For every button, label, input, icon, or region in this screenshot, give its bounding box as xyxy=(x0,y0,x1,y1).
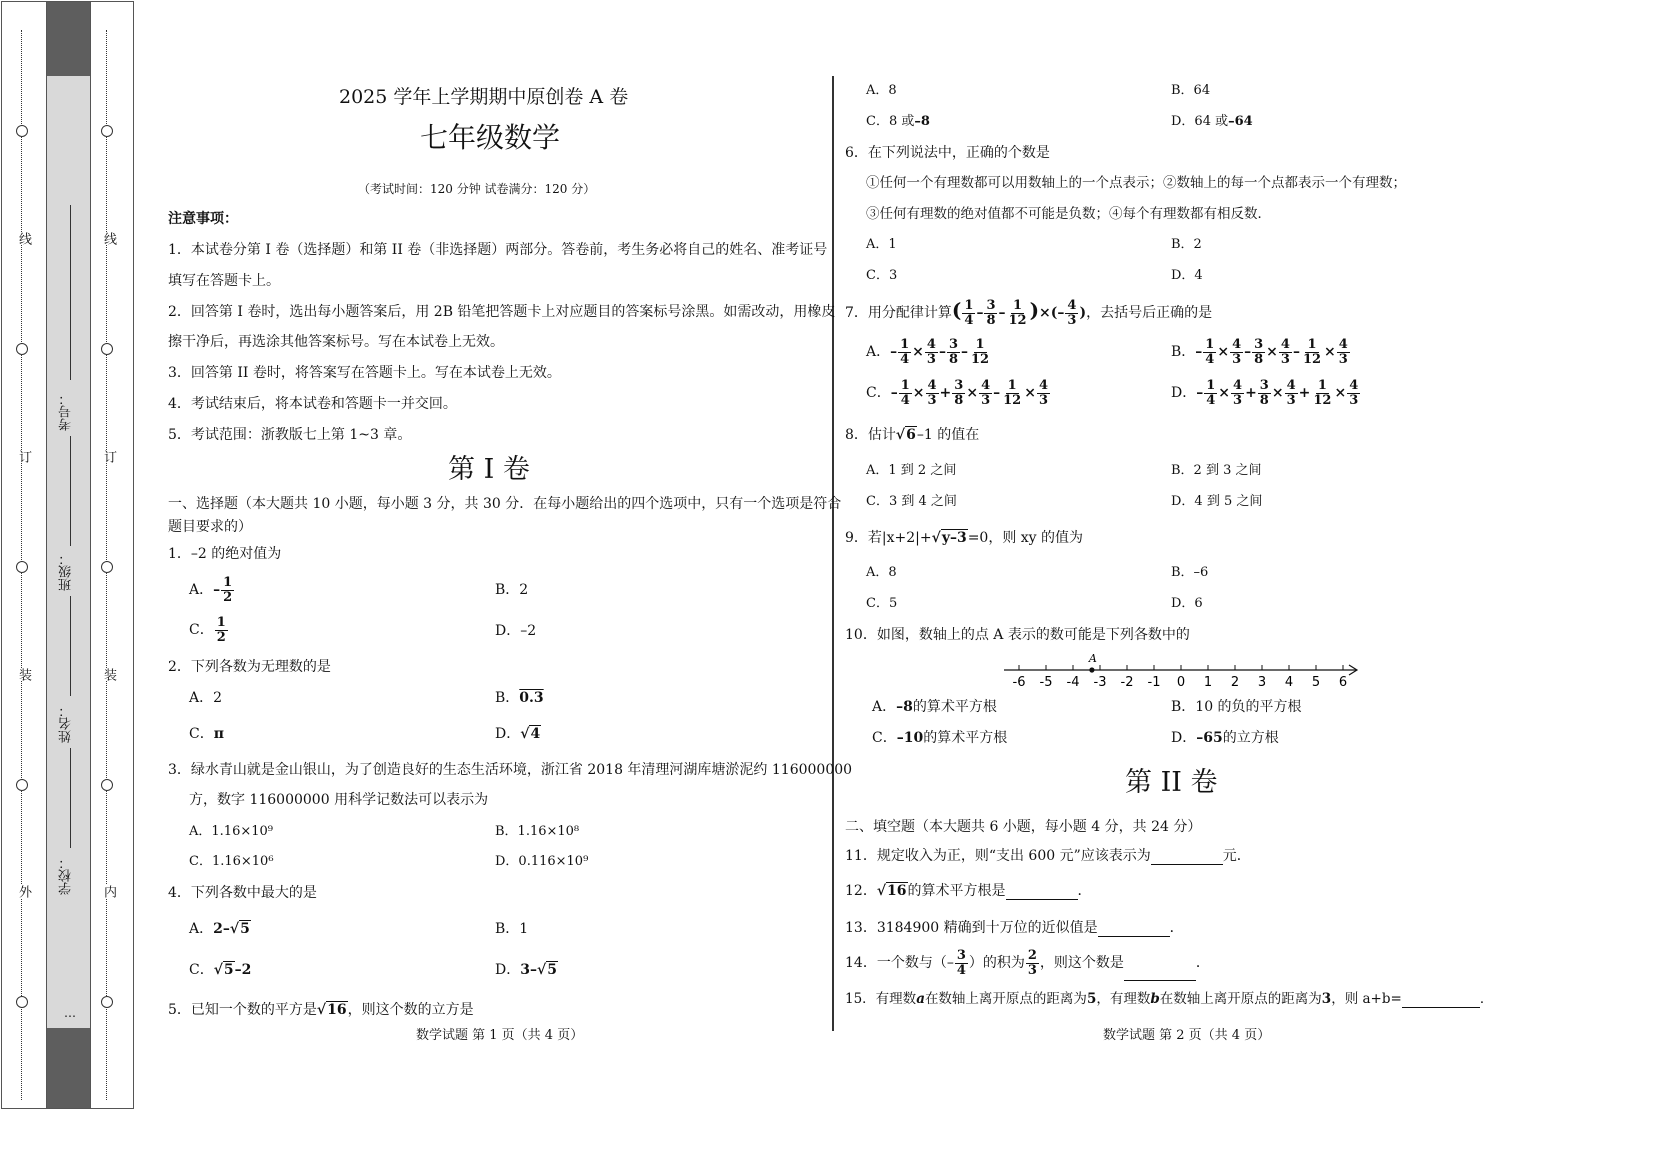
question-text: 13．3184900 精确到十万位的近似值是 xyxy=(845,920,1098,936)
question-text: 在数轴上离开原点的距离为 xyxy=(924,991,1087,1007)
subject-title: 七年级数学 xyxy=(420,121,561,154)
q10-option-b: B．10 的负的平方根 xyxy=(1171,699,1302,715)
number-line-tick-label: -3 xyxy=(1093,675,1107,690)
q2-option-c xyxy=(189,725,224,743)
option-letter: B． xyxy=(1171,344,1196,360)
stem-text: 7．用分配律计算 xyxy=(845,305,952,321)
option-letter: D． xyxy=(495,962,521,978)
option-text: 的算术平方根 xyxy=(923,730,1008,746)
exam-title: 2025 学年上学期期中原创卷 A 卷 xyxy=(339,86,629,108)
q9-option-a: A．8 xyxy=(866,565,897,580)
part2-title: 第 II 卷 xyxy=(1125,767,1218,798)
inner-label: 装 xyxy=(101,668,116,681)
question-text: 元． xyxy=(1222,848,1251,864)
denominator: 3 xyxy=(1027,962,1037,978)
q2-option-b xyxy=(495,689,544,707)
note-line: 填写在答题卡上。 xyxy=(168,273,280,289)
square-root: √y–3 xyxy=(931,530,967,546)
q9-option-c: C．5 xyxy=(866,596,898,611)
value: –10 xyxy=(896,730,924,746)
fraction xyxy=(955,949,968,978)
field-line xyxy=(70,596,71,696)
q2-stem: 2．下列各数为无理数的是 xyxy=(168,659,331,675)
numerator: 2 xyxy=(1027,947,1037,963)
question-text: ，则这个数是 xyxy=(1039,955,1124,971)
square-root: √16 xyxy=(316,1002,347,1018)
q4-option-b: B．1 xyxy=(495,921,529,937)
q11 xyxy=(845,847,1251,865)
square-root: √4 xyxy=(520,726,541,742)
q8-option-a: A．1 到 2 之间 xyxy=(866,463,957,478)
value: 5 xyxy=(1086,991,1097,1007)
fraction xyxy=(215,616,228,645)
section2-heading: 二、填空题（本大题共 6 小题，每小题 4 分，共 24 分） xyxy=(845,819,1202,835)
q4-option-d xyxy=(495,961,558,979)
note-line: 5．考试范围：浙教版七上第 1~3 章。 xyxy=(168,427,412,443)
strip-dark-top xyxy=(47,2,90,76)
q3-option-d: D．0.116×10⁹ xyxy=(495,854,589,869)
square-root: √5 xyxy=(229,921,250,937)
answer-blank[interactable] xyxy=(1098,922,1170,937)
q1-option-b: B．2 xyxy=(495,582,529,598)
value: –8 xyxy=(914,114,930,129)
option-letter: A． xyxy=(872,699,897,715)
option-letter: D． xyxy=(495,726,521,742)
strip-border-right xyxy=(90,2,91,1108)
q8-option-d: D．4 到 5 之间 xyxy=(1171,494,1263,509)
number-line-tick-label: 6 xyxy=(1338,675,1348,690)
binding-hole xyxy=(16,996,28,1008)
denominator: 2 xyxy=(216,629,226,645)
q10-stem: 10．如图，数轴上的点 A 表示的数可能是下列各数中的 xyxy=(845,627,1190,643)
q4-option-c xyxy=(189,961,251,979)
question-text: ． xyxy=(1479,991,1494,1007)
q8-option-c: C．3 到 4 之间 xyxy=(866,494,957,509)
stem-text: 9．若|x+2|+ xyxy=(845,530,932,546)
binding-hole xyxy=(101,561,113,573)
number-line xyxy=(1000,648,1365,694)
q5-option-c xyxy=(866,113,930,131)
option-text: 的立方根 xyxy=(1222,730,1279,746)
q2-option-d xyxy=(495,725,541,743)
section1-heading-cont: 题目要求的） xyxy=(168,519,252,535)
question-text: ）的积为 xyxy=(968,955,1025,971)
question-text: ． xyxy=(1077,883,1092,899)
numerator: 1 xyxy=(216,614,226,630)
radicand: 5 xyxy=(240,921,250,937)
value: π xyxy=(213,726,224,742)
exam-info: （考试时间：120 分钟 试卷满分：120 分） xyxy=(358,182,596,196)
q10-option-d xyxy=(1171,729,1279,747)
number-line-tick-label: -1 xyxy=(1147,675,1161,690)
option-text: 的算术平方根 xyxy=(912,699,997,715)
strip-border-left xyxy=(46,2,47,1108)
fraction xyxy=(1026,949,1039,978)
option-letter: C． xyxy=(872,730,897,746)
denominator: 4 xyxy=(956,962,966,978)
binding-hole xyxy=(16,343,28,355)
value: –64 xyxy=(1228,114,1253,129)
q3-option-c: C．1.16×10⁶ xyxy=(189,854,274,869)
numerator: 1 xyxy=(223,574,233,590)
q7-option-d: D．– $\frac{1}{4}$ × $\frac{4}{3}$ + $\frac{3}{8}$ × $\frac{4}{3}$ + $\frac{1}{12}$ × $\frac{4}{3}$ xyxy=(1171,377,1359,408)
q6-option-a: A．1 xyxy=(866,237,897,252)
question-text: ，有理数 xyxy=(1096,991,1151,1007)
section1-heading: 一、选择题（本大题共 10 小题，每小题 3 分，共 30 分．在每小题给出的四个选项中，只有一个选项是符合 xyxy=(168,496,842,512)
value: 2– xyxy=(213,921,230,937)
variable: b xyxy=(1150,991,1160,1007)
q5-option-d xyxy=(1171,113,1253,131)
exam-number-label: 考号： xyxy=(59,392,74,431)
column-divider xyxy=(832,76,834,1031)
stem-text: 5．已知一个数的平方是 xyxy=(168,1002,317,1018)
footer-page-2: 数学试题 第 2 页（共 4 页） xyxy=(1103,1028,1271,1043)
value: –65 xyxy=(1196,730,1223,746)
value: –8 xyxy=(896,699,913,715)
question-text: 14．一个数与（– xyxy=(845,955,954,971)
option-letter: D．64 或 xyxy=(1171,114,1229,129)
note-line: 1．本试卷分第 I 卷（选择题）和第 II 卷（非选择题）两部分。答卷前，考生务必将自己的姓名、准考证号 xyxy=(168,242,828,258)
q7-option-b: B．– $\frac{1}{4}$ × $\frac{4}{3}$ – $\frac{3}{8}$ × $\frac{4}{3}$ – $\frac{1}{12}$ × $\frac{4}{3}$ xyxy=(1171,336,1348,367)
q14 xyxy=(845,945,1210,981)
answer-blank[interactable] xyxy=(1402,993,1480,1008)
note-line: 2．回答第 I 卷时，选出每小题答案后，用 2B 铅笔把答题卡上对应题目的答案标号涂黑。如需改动，用橡皮 xyxy=(168,304,836,320)
radicand: y–3 xyxy=(941,530,967,546)
radicand: 16 xyxy=(887,883,907,899)
square-root: √5 xyxy=(213,962,234,978)
radicand: 5 xyxy=(547,962,557,978)
name-label: 姓名： xyxy=(59,704,74,743)
outer-label: 外 xyxy=(16,885,31,898)
q4-option-a xyxy=(189,920,251,938)
radicand: 16 xyxy=(327,1002,347,1018)
number-line-tick-label: 0 xyxy=(1176,675,1186,690)
square-root: √16 xyxy=(876,883,907,899)
q1-option-c xyxy=(189,612,229,648)
binding-hole xyxy=(101,996,113,1008)
q12 xyxy=(845,882,1092,900)
q6-option-c: C．3 xyxy=(866,268,898,283)
question-text: 12． xyxy=(845,883,877,899)
q3-stem: 3．绿水青山就是金山银山，为了创造良好的生态生活环境，浙江省 2018 年清理河湖库塘淤泥约 116000000 xyxy=(168,762,853,778)
option-letter: D． xyxy=(1171,730,1197,746)
number-line-tick-label: 3 xyxy=(1257,675,1267,690)
option-letter: A． xyxy=(189,921,214,937)
q8-stem xyxy=(845,426,979,444)
question-text: 15．有理数 xyxy=(845,991,917,1007)
value: 3 xyxy=(1321,991,1332,1007)
outer-label: 装 xyxy=(16,668,31,681)
stem-text: ，去括号后正确的是 xyxy=(1086,305,1213,321)
number-line-tick-label: -5 xyxy=(1039,675,1053,690)
q6-option-b: B．2 xyxy=(1171,237,1202,252)
outer-label: 线 xyxy=(16,232,31,245)
answer-blank[interactable] xyxy=(1124,966,1196,981)
option-letter: A． xyxy=(189,582,214,598)
option-letter: A． xyxy=(866,344,891,360)
q7-option-c: C．– $\frac{1}{4}$ × $\frac{4}{3}$ + $\frac{3}{8}$ × $\frac{4}{3}$ – $\frac{1}{12}$ × $\frac{4}{3}$ xyxy=(866,377,1048,408)
radicand: 4 xyxy=(530,726,541,742)
option-letter: C． xyxy=(866,385,891,401)
note-line: 4．考试结束后，将本试卷和答题卡一并交回。 xyxy=(168,396,457,412)
binding-hole xyxy=(101,779,113,791)
strip-ellipsis: … xyxy=(64,1006,76,1020)
question-text: ． xyxy=(1169,920,1184,936)
field-line xyxy=(70,748,71,848)
value: –2 xyxy=(234,962,252,978)
note-line: 擦干净后，再选涂其他答案标号。写在本试卷上无效。 xyxy=(168,334,504,350)
minus-sign: – xyxy=(213,582,221,598)
field-line xyxy=(70,436,71,546)
footer-page-1: 数学试题 第 1 页（共 4 页） xyxy=(416,1028,584,1043)
q4-stem: 4．下列各数中最大的是 xyxy=(168,885,317,901)
part1-title: 第 I 卷 xyxy=(448,454,530,485)
q3-stem-cont: 方，数字 116000000 用科学记数法可以表示为 xyxy=(189,792,489,808)
denominator: 2 xyxy=(223,589,233,605)
value: 3– xyxy=(520,962,537,978)
number-line-tick-label: 2 xyxy=(1230,675,1240,690)
number-line-tick-label: -6 xyxy=(1012,675,1026,690)
q1-option-d: D．–2 xyxy=(495,623,537,639)
strip-dark-bottom xyxy=(47,1028,90,1108)
number-line-tick-label: -4 xyxy=(1066,675,1080,690)
numerator: 3 xyxy=(956,947,966,963)
q10-option-c xyxy=(872,729,1007,747)
square-root: √6 xyxy=(895,427,916,443)
stem-text: 8．估计 xyxy=(845,427,896,443)
class-label: 班级： xyxy=(59,552,74,591)
fraction xyxy=(221,576,234,605)
q7-stem: 7．用分配律计算( $\frac{1}{4}$ – $\frac{3}{8}$ – $\frac{1}{12}$ )×(– $\frac{4}{3}$ )，去括号后正确的是 xyxy=(845,297,1213,328)
question-text: 在数轴上离开原点的距离为 xyxy=(1159,991,1322,1007)
q6-statement-2: ③任何有理数的绝对值都不可能是负数；④每个有理数都有相反数． xyxy=(866,206,1271,222)
q2-option-a: A．2 xyxy=(189,690,223,706)
answer-blank[interactable] xyxy=(1151,850,1223,865)
option-letter: C． xyxy=(189,726,214,742)
outer-label: 订 xyxy=(16,450,31,463)
option-letter: D． xyxy=(1171,385,1197,401)
q15 xyxy=(845,990,1493,1008)
q9-option-b: B．–6 xyxy=(1171,565,1209,580)
school-label: 学校： xyxy=(59,856,74,895)
number-line-tick-label: 4 xyxy=(1284,675,1294,690)
q10-option-a xyxy=(872,698,997,716)
radicand: 6 xyxy=(906,427,916,443)
q6-stem: 6．在下列说法中，正确的个数是 xyxy=(845,145,1050,161)
q3-option-b: B．1.16×10⁸ xyxy=(495,824,580,839)
field-line xyxy=(70,205,71,380)
answer-blank[interactable] xyxy=(1006,885,1078,900)
number-line-tick-label: 1 xyxy=(1203,675,1213,690)
q3-option-a: A．1.16×10⁹ xyxy=(189,824,273,839)
q6-option-d: D．4 xyxy=(1171,268,1203,283)
stem-text: =0，则 xy 的值为 xyxy=(967,530,1084,546)
q5-option-a: A．8 xyxy=(866,83,897,98)
binding-hole xyxy=(16,561,28,573)
inner-label: 内 xyxy=(101,885,116,898)
q1-stem: 1．–2 的绝对值为 xyxy=(168,546,282,562)
note-line: 3．回答第 II 卷时，将答案写在答题卡上。写在本试卷上无效。 xyxy=(168,365,561,381)
binding-hole xyxy=(101,125,113,137)
point-a-label: A xyxy=(1088,652,1097,665)
notes-heading: 注意事项： xyxy=(168,211,238,227)
number-line-tick-label: 5 xyxy=(1311,675,1321,690)
option-letter: B． xyxy=(495,690,520,706)
q5-option-b: B．64 xyxy=(1171,83,1211,98)
question-text: ，则 a+b= xyxy=(1331,991,1402,1007)
q9-option-d: D．6 xyxy=(1171,596,1203,611)
inner-label: 订 xyxy=(101,450,116,463)
question-text: ． xyxy=(1195,955,1210,971)
q8-option-b: B．2 到 3 之间 xyxy=(1171,463,1262,478)
stem-text: ，则这个数的立方是 xyxy=(347,1002,474,1018)
value: 0.3 xyxy=(519,690,544,706)
radicand: 5 xyxy=(223,962,234,978)
q9-stem xyxy=(845,529,1083,547)
q7-option-a: A．– $\frac{1}{4}$ × $\frac{4}{3}$ – $\frac{3}{8}$ – $\frac{1}{12}$ xyxy=(866,336,990,367)
binding-hole xyxy=(16,125,28,137)
option-letter: C． xyxy=(189,962,214,978)
stem-text: –1 的值在 xyxy=(916,427,980,443)
variable: a xyxy=(916,991,925,1007)
number-line-tick-label: -2 xyxy=(1120,675,1134,690)
option-letter: C．8 或 xyxy=(866,114,915,129)
question-text: 11．规定收入为正，则“支出 600 元”应该表示为 xyxy=(845,848,1151,864)
q13 xyxy=(845,919,1184,937)
q6-statement-1: ①任何一个有理数都可以用数轴上的一个点表示；②数轴上的每一个点都表示一个有理数； xyxy=(866,175,1406,191)
square-root: √5 xyxy=(536,962,557,978)
binding-hole xyxy=(101,343,113,355)
inner-label: 线 xyxy=(101,232,116,245)
question-text: 的算术平方根是 xyxy=(907,883,1006,899)
option-letter: C． xyxy=(189,622,214,638)
q1-option-a xyxy=(189,572,235,608)
q5-stem xyxy=(168,1001,474,1019)
binding-hole xyxy=(16,779,28,791)
